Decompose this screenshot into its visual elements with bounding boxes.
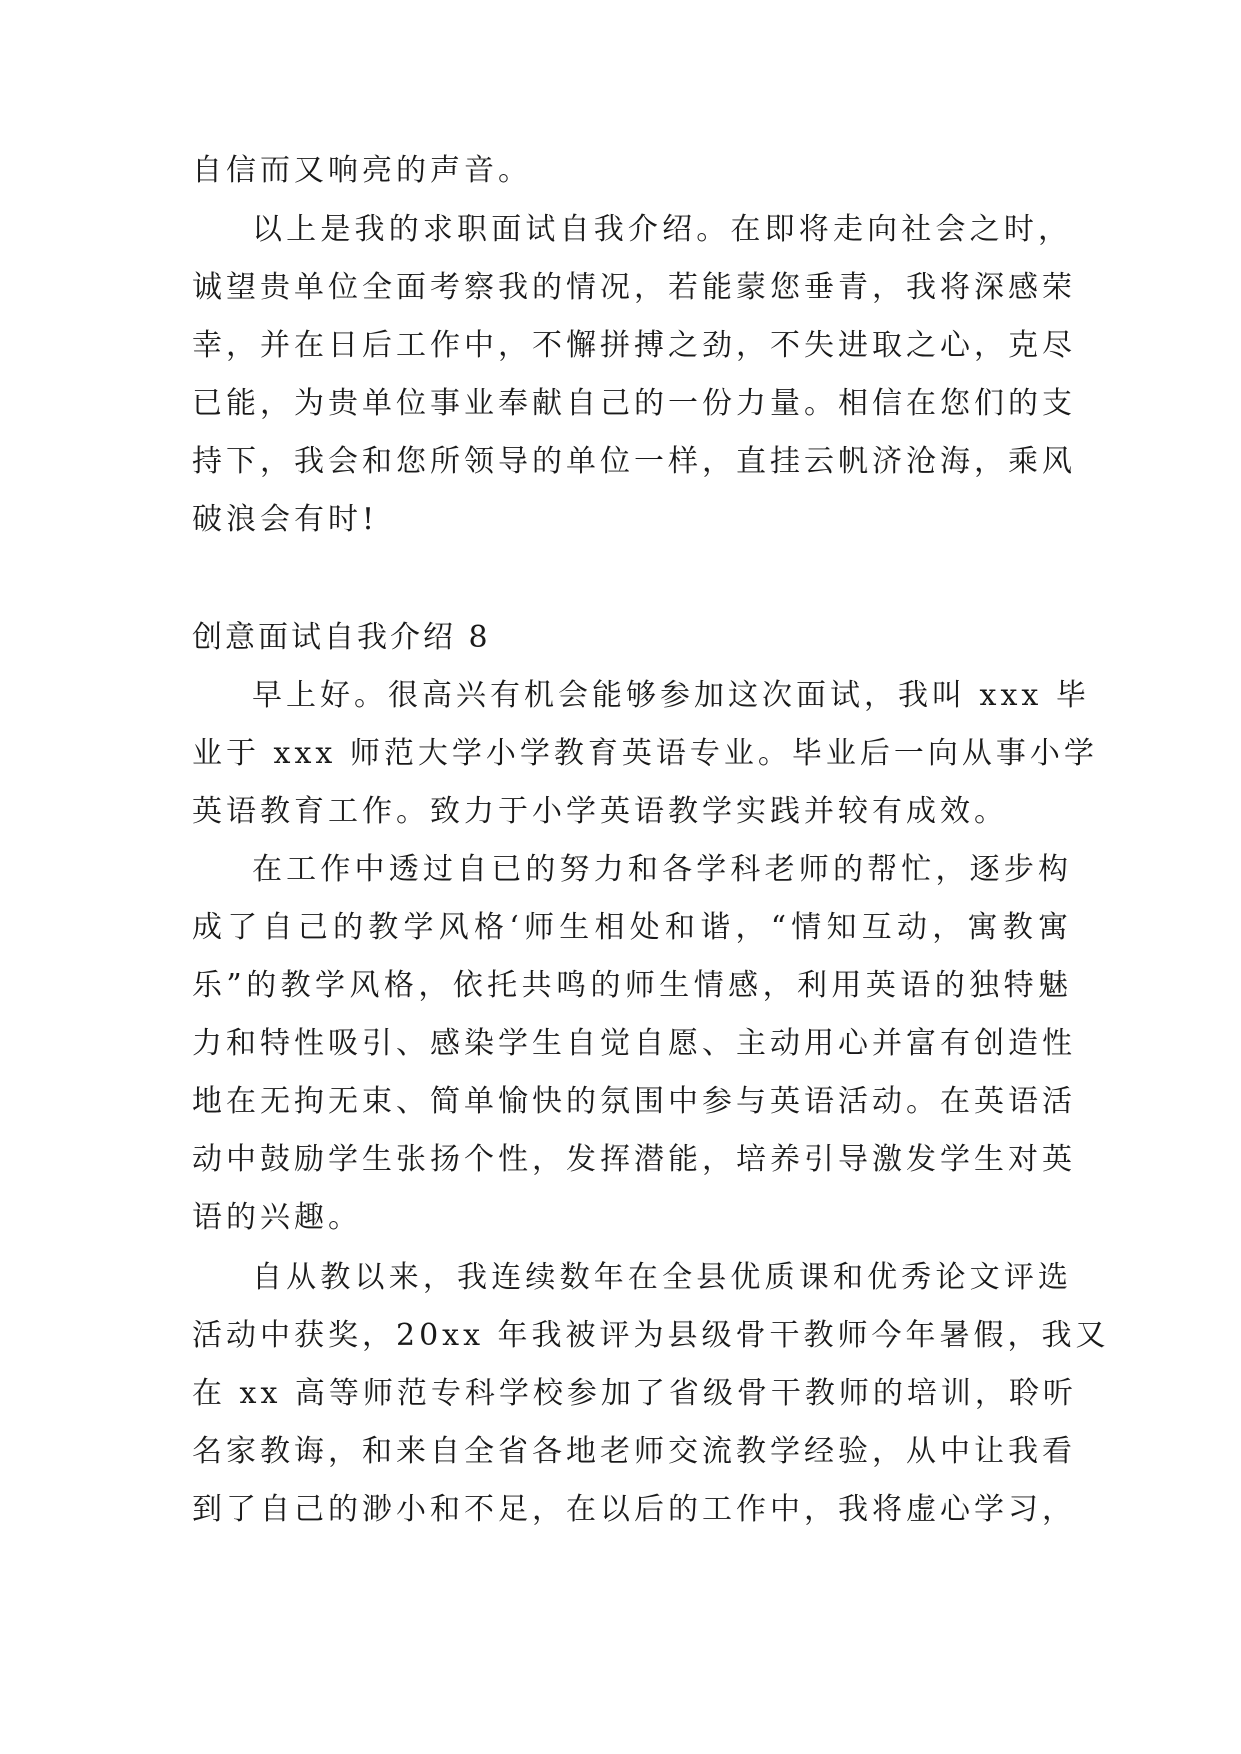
text-line: 语的兴趣。	[192, 1200, 362, 1235]
text-line: 在 xx 高等师范专科学校参加了省级骨干教师的培训，聆听	[192, 1376, 1077, 1411]
text-line: 破浪会有时!	[192, 502, 379, 537]
text-line: 自信而又响亮的声音。	[192, 153, 532, 188]
text-line: 已能，为贵单位事业奉献自己的一份力量。相信在您们的支	[192, 386, 1076, 421]
text-line: 活动中获奖，20xx 年我被评为县级骨干教师今年暑假，我又	[192, 1318, 1110, 1353]
text-line: 乐”的教学风格，依托共鸣的师生情感，利用英语的独特魅	[192, 968, 1072, 1003]
text-line: 成了自己的教学风格‘师生相处和谐，“情知互动，寓教寓	[192, 910, 1072, 945]
text-line: 动中鼓励学生张扬个性，发挥潜能，培养引导激发学生对英	[192, 1142, 1076, 1177]
text-line: 诚望贵单位全面考察我的情况，若能蒙您垂青，我将深感荣	[192, 270, 1076, 305]
text-line: 在工作中透过自已的努力和各学科老师的帮忙，逐步构	[252, 852, 1072, 887]
text-line: 名家教诲，和来自全省各地老师交流教学经验，从中让我看	[192, 1434, 1076, 1469]
text-line: 英语教育工作。致力于小学英语教学实践并较有成效。	[192, 794, 1008, 829]
text-line: 持下，我会和您所领导的单位一样，直挂云帆济沧海，乘风	[192, 444, 1076, 479]
text-line: 幸，并在日后工作中，不懈拼搏之劲，不失进取之心，克尽	[192, 328, 1076, 363]
text-line: 到了自己的渺小和不足，在以后的工作中，我将虚心学习，	[192, 1492, 1076, 1527]
text-line: 早上好。很高兴有机会能够参加这次面试，我叫 xxx 毕	[252, 678, 1090, 713]
text-line: 地在无拘无束、简单愉快的氛围中参与英语活动。在英语活	[192, 1084, 1076, 1119]
text-line: 业于 xxx 师范大学小学教育英语专业。毕业后一向从事小学	[192, 736, 1098, 771]
text-line: 力和特性吸引、感染学生自觉自愿、主动用心并富有创造性	[192, 1026, 1076, 1061]
text-line: 自从教以来，我连续数年在全县优质课和优秀论文评选	[252, 1260, 1072, 1295]
section-heading: 创意面试自我介绍 8	[192, 620, 491, 655]
text-line: 以上是我的求职面试自我介绍。在即将走向社会之时，	[252, 212, 1072, 247]
